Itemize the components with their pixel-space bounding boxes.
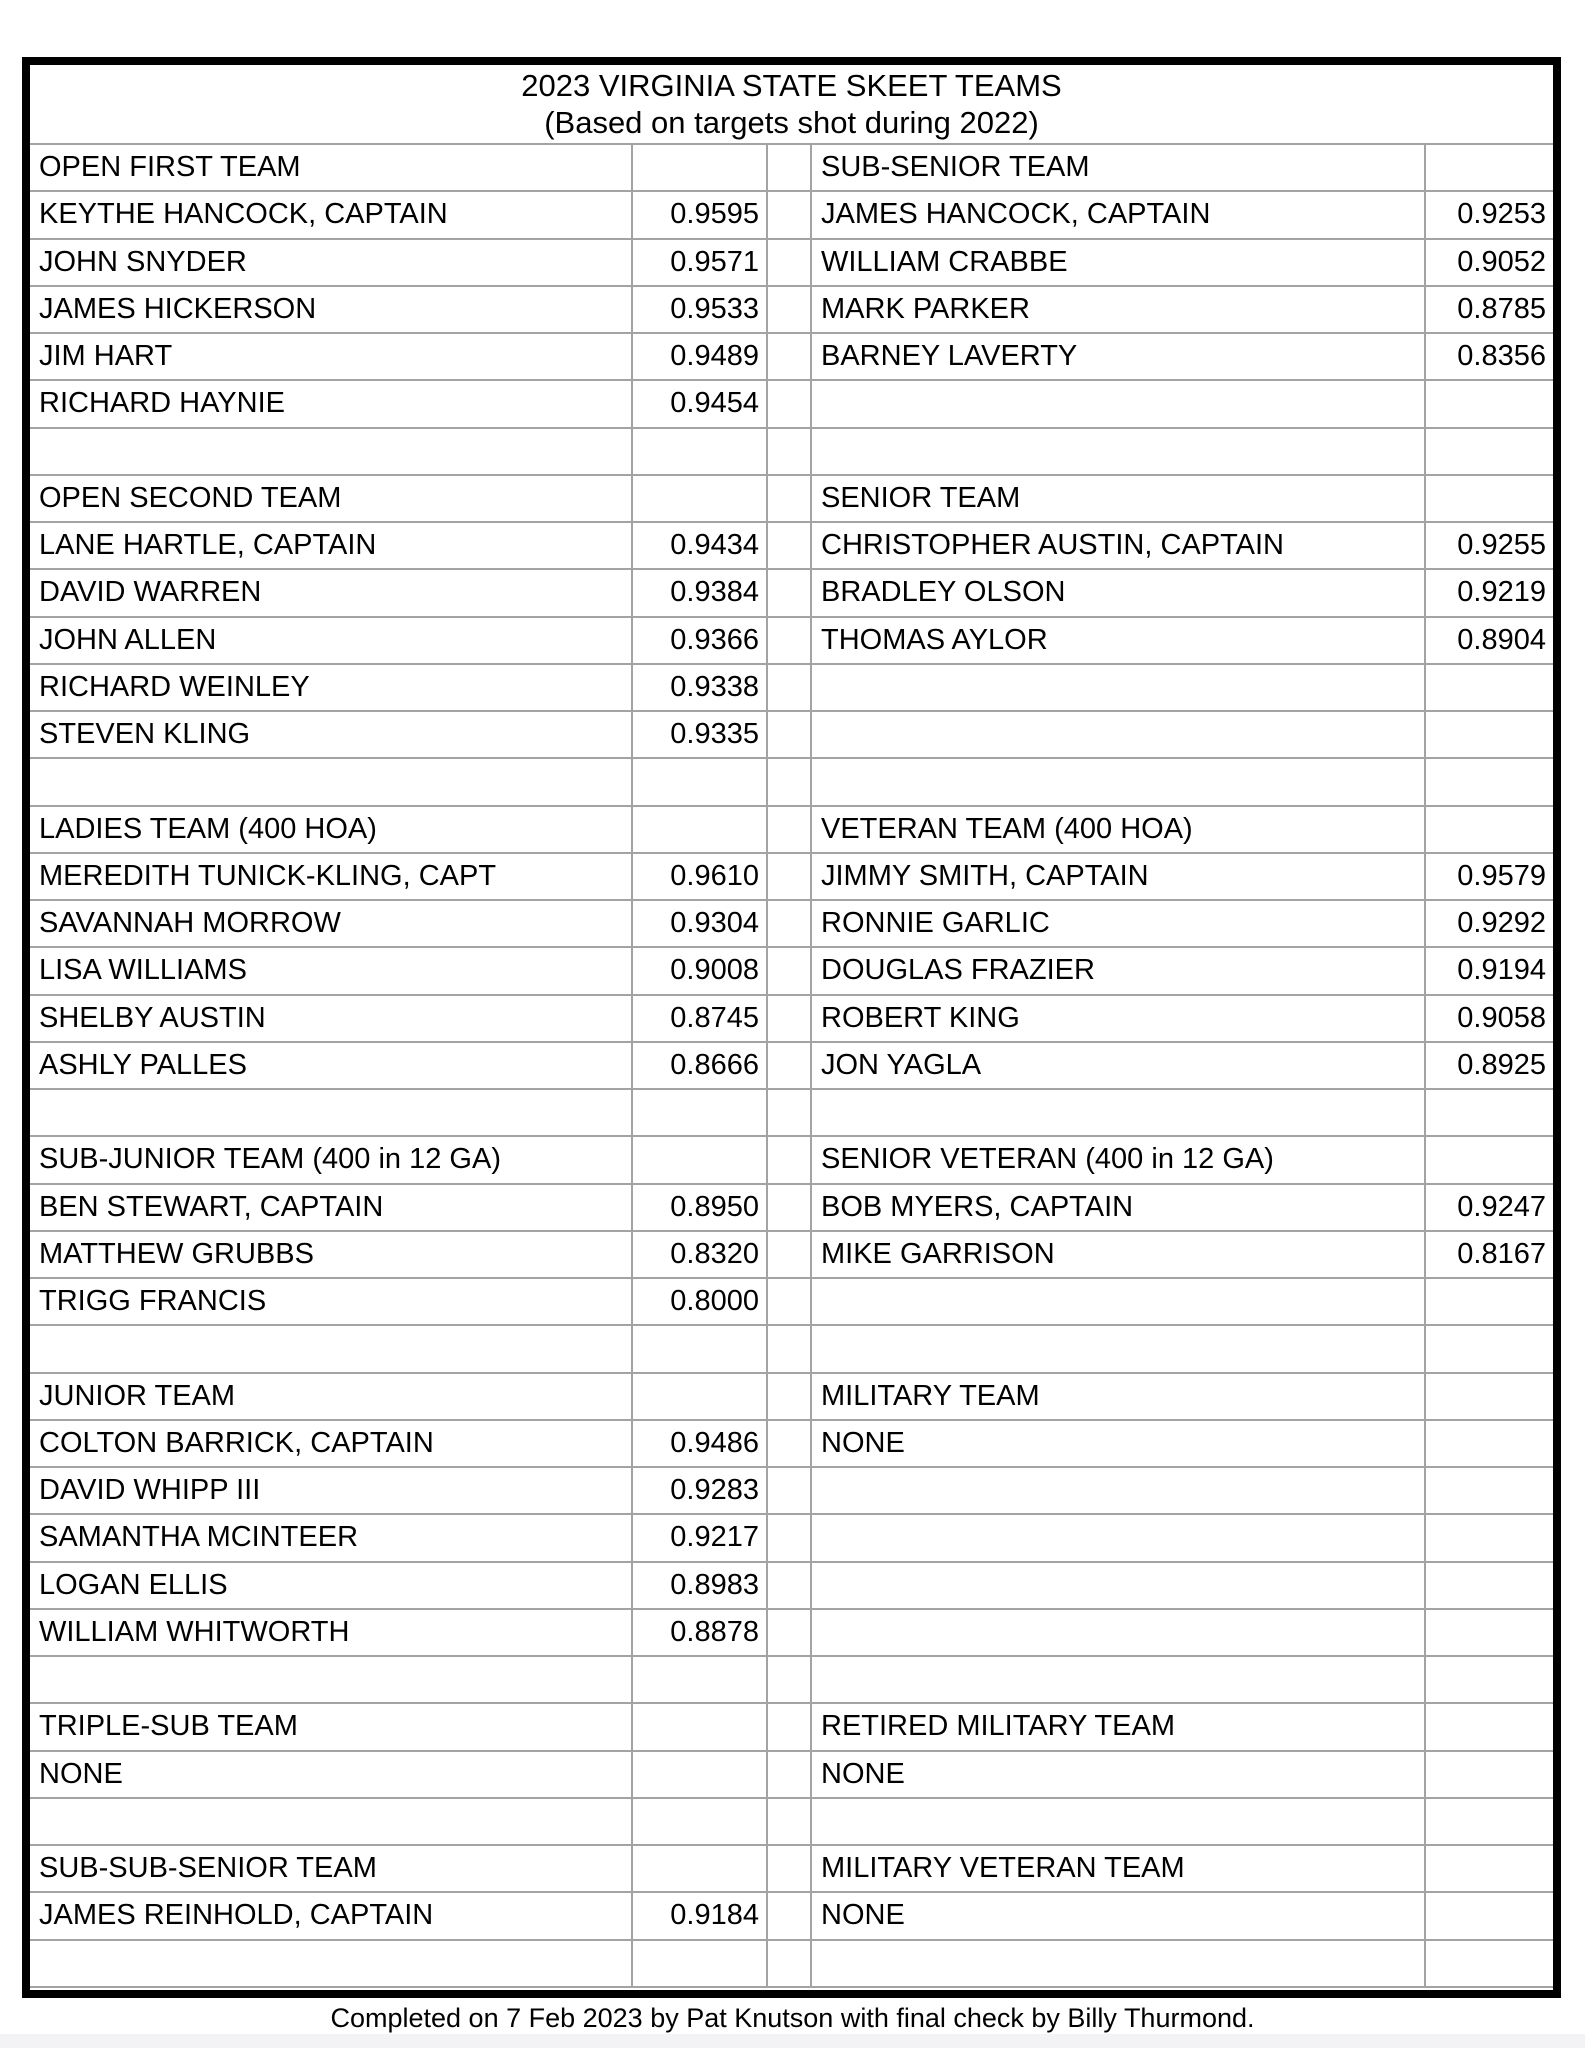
empty-name-cell xyxy=(812,1610,1426,1657)
empty-name-cell xyxy=(30,1941,633,1988)
member-row xyxy=(30,523,1553,570)
section-header-row xyxy=(30,1704,1553,1751)
gap-cell xyxy=(768,523,812,570)
gap-cell xyxy=(768,948,812,995)
empty-score-cell xyxy=(1426,1893,1553,1940)
gap-cell xyxy=(768,192,812,239)
member-score-cell: 0.9247 xyxy=(1426,1185,1553,1232)
empty-name-cell xyxy=(812,1279,1426,1326)
gap-cell xyxy=(768,1326,812,1373)
member-name-cell: BEN STEWART, CAPTAIN xyxy=(30,1185,633,1232)
member-name-cell: JIMMY SMITH, CAPTAIN xyxy=(812,854,1426,901)
member-row xyxy=(30,901,1553,948)
member-name-cell: MATTHEW GRUBBS xyxy=(30,1232,633,1279)
member-name-cell: COLTON BARRICK, CAPTAIN xyxy=(30,1421,633,1468)
empty-name-cell xyxy=(812,1326,1426,1373)
section-header-row xyxy=(30,1846,1553,1893)
gap-cell xyxy=(768,996,812,1043)
section-header-row xyxy=(30,476,1553,523)
empty-score-cell xyxy=(1426,807,1553,854)
member-score-cell: 0.9253 xyxy=(1426,192,1553,239)
spacer-row xyxy=(30,1326,1553,1373)
member-row xyxy=(30,192,1553,239)
empty-score-cell xyxy=(633,1752,768,1799)
member-score-cell: 0.9194 xyxy=(1426,948,1553,995)
gap-cell xyxy=(768,1137,812,1184)
empty-score-cell xyxy=(1426,1657,1553,1704)
member-row xyxy=(30,854,1553,901)
gap-cell xyxy=(768,145,812,192)
empty-name-cell xyxy=(812,1090,1426,1137)
member-score-cell: 0.9454 xyxy=(633,381,768,428)
gap-cell xyxy=(768,429,812,476)
team-header-cell: RETIRED MILITARY TEAM xyxy=(812,1704,1426,1751)
member-score-cell: 0.9595 xyxy=(633,192,768,239)
empty-score-cell xyxy=(633,1137,768,1184)
team-header-cell: OPEN FIRST TEAM xyxy=(30,145,633,192)
member-name-cell: NONE xyxy=(812,1893,1426,1940)
team-header-cell: JUNIOR TEAM xyxy=(30,1374,633,1421)
empty-score-cell xyxy=(1426,1941,1553,1988)
member-row xyxy=(30,1752,1553,1799)
member-row xyxy=(30,1185,1553,1232)
gap-cell xyxy=(768,901,812,948)
empty-name-cell xyxy=(812,1941,1426,1988)
member-score-cell: 0.9058 xyxy=(1426,996,1553,1043)
gap-cell xyxy=(768,1799,812,1846)
empty-score-cell xyxy=(1426,1468,1553,1515)
empty-name-cell xyxy=(30,1326,633,1373)
empty-score-cell xyxy=(1426,759,1553,806)
teams-grid xyxy=(30,145,1553,1988)
page-bottom-strip xyxy=(0,2034,1585,2048)
empty-score-cell xyxy=(1426,476,1553,523)
roster-sheet xyxy=(22,57,1561,1998)
member-score-cell: 0.9610 xyxy=(633,854,768,901)
team-header-cell: SUB-SUB-SENIOR TEAM xyxy=(30,1846,633,1893)
member-row xyxy=(30,1468,1553,1515)
member-name-cell: LISA WILLIAMS xyxy=(30,948,633,995)
gap-cell xyxy=(768,1090,812,1137)
empty-score-cell xyxy=(1426,1374,1553,1421)
empty-score-cell xyxy=(1426,1090,1553,1137)
gap-cell xyxy=(768,1704,812,1751)
gap-cell xyxy=(768,1185,812,1232)
gap-cell xyxy=(768,287,812,334)
gap-cell xyxy=(768,1468,812,1515)
member-name-cell: SAVANNAH MORROW xyxy=(30,901,633,948)
member-name-cell: SHELBY AUSTIN xyxy=(30,996,633,1043)
empty-score-cell xyxy=(1426,1799,1553,1846)
gap-cell xyxy=(768,1610,812,1657)
empty-score-cell xyxy=(1426,1421,1553,1468)
completion-note: Completed on 7 Feb 2023 by Pat Knutson with final check by Billy Thurmond. xyxy=(330,2003,1255,2033)
empty-score-cell xyxy=(633,1090,768,1137)
member-name-cell: BARNEY LAVERTY xyxy=(812,334,1426,381)
empty-score-cell xyxy=(633,1846,768,1893)
member-row xyxy=(30,240,1553,287)
title-block xyxy=(30,65,1553,145)
member-row xyxy=(30,665,1553,712)
team-header-cell: VETERAN TEAM (400 HOA) xyxy=(812,807,1426,854)
empty-score-cell xyxy=(633,807,768,854)
empty-score-cell xyxy=(633,1326,768,1373)
member-name-cell: JON YAGLA xyxy=(812,1043,1426,1090)
member-name-cell: WILLIAM WHITWORTH xyxy=(30,1610,633,1657)
gap-cell xyxy=(768,1893,812,1940)
empty-score-cell xyxy=(1426,1846,1553,1893)
member-score-cell: 0.9219 xyxy=(1426,570,1553,617)
member-name-cell: JOHN ALLEN xyxy=(30,618,633,665)
gap-cell xyxy=(768,1279,812,1326)
member-name-cell: RICHARD HAYNIE xyxy=(30,381,633,428)
empty-name-cell xyxy=(30,1799,633,1846)
gap-cell xyxy=(768,1043,812,1090)
spacer-row xyxy=(30,429,1553,476)
empty-score-cell xyxy=(633,759,768,806)
team-header-cell: LADIES TEAM (400 HOA) xyxy=(30,807,633,854)
empty-name-cell xyxy=(812,1799,1426,1846)
empty-name-cell xyxy=(812,1515,1426,1562)
member-name-cell: MIKE GARRISON xyxy=(812,1232,1426,1279)
member-name-cell: JOHN SNYDER xyxy=(30,240,633,287)
gap-cell xyxy=(768,665,812,712)
team-header-cell: OPEN SECOND TEAM xyxy=(30,476,633,523)
member-name-cell: CHRISTOPHER AUSTIN, CAPTAIN xyxy=(812,523,1426,570)
member-score-cell: 0.8925 xyxy=(1426,1043,1553,1090)
gap-cell xyxy=(768,854,812,901)
empty-name-cell xyxy=(30,429,633,476)
empty-score-cell xyxy=(633,145,768,192)
empty-score-cell xyxy=(1426,1752,1553,1799)
empty-score-cell xyxy=(1426,1704,1553,1751)
member-row xyxy=(30,381,1553,428)
member-row xyxy=(30,1515,1553,1562)
member-row xyxy=(30,334,1553,381)
empty-score-cell xyxy=(633,429,768,476)
page-subtitle: (Based on targets shot during 2022) xyxy=(544,105,1039,140)
member-name-cell: KEYTHE HANCOCK, CAPTAIN xyxy=(30,192,633,239)
member-score-cell: 0.8320 xyxy=(633,1232,768,1279)
empty-score-cell xyxy=(633,1374,768,1421)
member-score-cell: 0.9434 xyxy=(633,523,768,570)
member-name-cell: RICHARD WEINLEY xyxy=(30,665,633,712)
member-name-cell: BOB MYERS, CAPTAIN xyxy=(812,1185,1426,1232)
member-score-cell: 0.9579 xyxy=(1426,854,1553,901)
member-row xyxy=(30,287,1553,334)
member-name-cell: NONE xyxy=(812,1421,1426,1468)
team-header-cell: MILITARY VETERAN TEAM xyxy=(812,1846,1426,1893)
gap-cell xyxy=(768,1421,812,1468)
member-score-cell: 0.9489 xyxy=(633,334,768,381)
empty-name-cell xyxy=(30,1657,633,1704)
member-row xyxy=(30,618,1553,665)
gap-cell xyxy=(768,240,812,287)
member-name-cell: WILLIAM CRABBE xyxy=(812,240,1426,287)
member-row xyxy=(30,570,1553,617)
member-score-cell: 0.8000 xyxy=(633,1279,768,1326)
spacer-row xyxy=(30,1657,1553,1704)
team-header-cell: SENIOR TEAM xyxy=(812,476,1426,523)
member-score-cell: 0.9217 xyxy=(633,1515,768,1562)
member-score-cell: 0.9292 xyxy=(1426,901,1553,948)
member-name-cell: NONE xyxy=(812,1752,1426,1799)
empty-name-cell xyxy=(812,381,1426,428)
empty-score-cell xyxy=(1426,1279,1553,1326)
member-name-cell: JAMES HANCOCK, CAPTAIN xyxy=(812,192,1426,239)
member-row xyxy=(30,996,1553,1043)
section-header-row xyxy=(30,1374,1553,1421)
member-score-cell: 0.9184 xyxy=(633,1893,768,1940)
member-name-cell: JAMES REINHOLD, CAPTAIN xyxy=(30,1893,633,1940)
gap-cell xyxy=(768,1752,812,1799)
gap-cell xyxy=(768,1563,812,1610)
member-score-cell: 0.9338 xyxy=(633,665,768,712)
gap-cell xyxy=(768,1515,812,1562)
spacer-row xyxy=(30,1090,1553,1137)
page-title: 2023 VIRGINIA STATE SKEET TEAMS xyxy=(521,68,1062,103)
member-name-cell: LANE HARTLE, CAPTAIN xyxy=(30,523,633,570)
gap-cell xyxy=(768,1657,812,1704)
member-score-cell: 0.8878 xyxy=(633,1610,768,1657)
team-header-cell: MILITARY TEAM xyxy=(812,1374,1426,1421)
member-row xyxy=(30,1563,1553,1610)
empty-name-cell xyxy=(812,759,1426,806)
empty-name-cell xyxy=(812,1468,1426,1515)
spacer-row xyxy=(30,1941,1553,1988)
member-score-cell: 0.9255 xyxy=(1426,523,1553,570)
gap-cell xyxy=(768,1846,812,1893)
member-name-cell: TRIGG FRANCIS xyxy=(30,1279,633,1326)
member-score-cell: 0.9283 xyxy=(633,1468,768,1515)
gap-cell xyxy=(768,570,812,617)
member-score-cell: 0.8666 xyxy=(633,1043,768,1090)
member-row xyxy=(30,1279,1553,1326)
empty-name-cell xyxy=(30,1090,633,1137)
member-row xyxy=(30,1421,1553,1468)
empty-name-cell xyxy=(30,759,633,806)
member-score-cell: 0.9335 xyxy=(633,712,768,759)
empty-score-cell xyxy=(1426,1326,1553,1373)
member-score-cell: 0.8167 xyxy=(1426,1232,1553,1279)
member-name-cell: JIM HART xyxy=(30,334,633,381)
spacer-row xyxy=(30,1799,1553,1846)
empty-score-cell xyxy=(633,1941,768,1988)
empty-score-cell xyxy=(1426,665,1553,712)
empty-score-cell xyxy=(633,1799,768,1846)
member-score-cell: 0.8745 xyxy=(633,996,768,1043)
team-header-cell: TRIPLE-SUB TEAM xyxy=(30,1704,633,1751)
empty-score-cell xyxy=(1426,381,1553,428)
gap-cell xyxy=(768,712,812,759)
empty-name-cell xyxy=(812,1563,1426,1610)
member-row xyxy=(30,712,1553,759)
member-score-cell: 0.9366 xyxy=(633,618,768,665)
member-score-cell: 0.8356 xyxy=(1426,334,1553,381)
empty-score-cell xyxy=(1426,1610,1553,1657)
member-name-cell: LOGAN ELLIS xyxy=(30,1563,633,1610)
empty-score-cell xyxy=(1426,712,1553,759)
section-header-row xyxy=(30,1137,1553,1184)
empty-score-cell xyxy=(1426,1137,1553,1184)
member-name-cell: DAVID WARREN xyxy=(30,570,633,617)
member-name-cell: MEREDITH TUNICK-KLING, CAPT xyxy=(30,854,633,901)
member-row xyxy=(30,1893,1553,1940)
section-header-row xyxy=(30,145,1553,192)
member-name-cell: DOUGLAS FRAZIER xyxy=(812,948,1426,995)
gap-cell xyxy=(768,476,812,523)
gap-cell xyxy=(768,1941,812,1988)
gap-cell xyxy=(768,759,812,806)
member-name-cell: SAMANTHA MCINTEER xyxy=(30,1515,633,1562)
member-row xyxy=(30,1043,1553,1090)
team-header-cell: SUB-JUNIOR TEAM (400 in 12 GA) xyxy=(30,1137,633,1184)
member-name-cell: STEVEN KLING xyxy=(30,712,633,759)
empty-score-cell xyxy=(1426,429,1553,476)
member-score-cell: 0.9486 xyxy=(633,1421,768,1468)
member-name-cell: MARK PARKER xyxy=(812,287,1426,334)
empty-name-cell xyxy=(812,665,1426,712)
empty-score-cell xyxy=(1426,145,1553,192)
team-header-cell: SENIOR VETERAN (400 in 12 GA) xyxy=(812,1137,1426,1184)
member-name-cell: JAMES HICKERSON xyxy=(30,287,633,334)
gap-cell xyxy=(768,618,812,665)
member-score-cell: 0.9304 xyxy=(633,901,768,948)
member-row xyxy=(30,1232,1553,1279)
member-row xyxy=(30,1610,1553,1657)
member-name-cell: NONE xyxy=(30,1752,633,1799)
member-score-cell: 0.9571 xyxy=(633,240,768,287)
member-score-cell: 0.9008 xyxy=(633,948,768,995)
member-name-cell: ROBERT KING xyxy=(812,996,1426,1043)
member-score-cell: 0.8785 xyxy=(1426,287,1553,334)
member-row xyxy=(30,948,1553,995)
empty-score-cell xyxy=(1426,1515,1553,1562)
empty-score-cell xyxy=(633,1704,768,1751)
section-header-row xyxy=(30,807,1553,854)
member-name-cell: DAVID WHIPP III xyxy=(30,1468,633,1515)
member-name-cell: ASHLY PALLES xyxy=(30,1043,633,1090)
member-score-cell: 0.8904 xyxy=(1426,618,1553,665)
member-name-cell: THOMAS AYLOR xyxy=(812,618,1426,665)
gap-cell xyxy=(768,381,812,428)
member-score-cell: 0.9384 xyxy=(633,570,768,617)
member-name-cell: RONNIE GARLIC xyxy=(812,901,1426,948)
empty-name-cell xyxy=(812,1657,1426,1704)
empty-score-cell xyxy=(633,1657,768,1704)
empty-score-cell xyxy=(633,476,768,523)
spacer-row xyxy=(30,759,1553,806)
member-score-cell: 0.9533 xyxy=(633,287,768,334)
empty-name-cell xyxy=(812,712,1426,759)
gap-cell xyxy=(768,1374,812,1421)
empty-score-cell xyxy=(1426,1563,1553,1610)
gap-cell xyxy=(768,1232,812,1279)
member-score-cell: 0.9052 xyxy=(1426,240,1553,287)
gap-cell xyxy=(768,807,812,854)
empty-name-cell xyxy=(812,429,1426,476)
gap-cell xyxy=(768,334,812,381)
member-name-cell: BRADLEY OLSON xyxy=(812,570,1426,617)
member-score-cell: 0.8950 xyxy=(633,1185,768,1232)
team-header-cell: SUB-SENIOR TEAM xyxy=(812,145,1426,192)
member-score-cell: 0.8983 xyxy=(633,1563,768,1610)
